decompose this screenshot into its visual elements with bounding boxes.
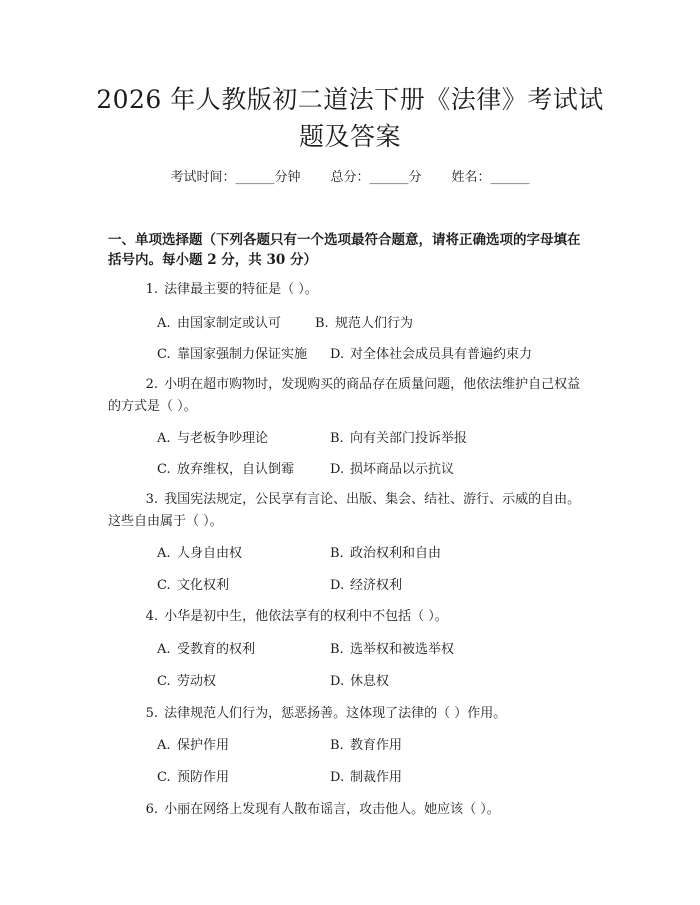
option-letter: A. (157, 316, 171, 331)
question-2-option-b[interactable] (330, 430, 467, 448)
option-letter: A. (157, 546, 171, 561)
question-text: 小华是初中生，他依法享有的权利中不包括（ ）。 (164, 609, 448, 624)
question-5-option-d[interactable] (330, 769, 402, 787)
option-letter: C. (157, 462, 171, 477)
option-letter: B. (315, 316, 329, 331)
option-text: 向有关部门投诉举报 (350, 431, 468, 446)
section-heading-line2: 括号内。每小题 2 分，共 30 分） (108, 252, 317, 268)
question-2-option-c[interactable] (157, 461, 294, 479)
option-letter: B. (330, 546, 344, 561)
question-1-option-d[interactable] (330, 346, 532, 364)
option-letter: C. (157, 770, 171, 785)
option-letter: C. (157, 578, 171, 593)
option-letter: D. (330, 770, 345, 785)
option-letter: C. (157, 347, 171, 362)
option-text: 政治权利和自由 (350, 546, 442, 561)
option-text: 人身自由权 (177, 546, 243, 561)
question-number: 3. (145, 492, 158, 507)
question-text: 法律规范人们行为，惩恶扬善。这体现了法律的（ ）作用。 (164, 706, 507, 721)
option-text: 规范人们行为 (335, 316, 414, 331)
exam-title-line2: 题及答案 (298, 122, 401, 151)
question-3-option-d[interactable] (330, 577, 402, 595)
question-4-option-a[interactable] (157, 641, 255, 659)
question-2 (108, 374, 598, 418)
option-text: 保护作用 (177, 738, 230, 753)
option-letter: D. (330, 674, 345, 689)
option-text: 选举权和被选举权 (350, 642, 455, 657)
question-text: 小丽在网络上发现有人散布谣言，攻击他人。她应该（ ）。 (164, 802, 500, 817)
option-text: 放弃维权，自认倒霉 (177, 462, 295, 477)
question-4-option-c[interactable] (157, 673, 216, 691)
question-number: 5. (145, 706, 158, 721)
option-text: 受教育的权利 (177, 642, 256, 657)
option-letter: B. (330, 738, 344, 753)
question-text-continued: 的方式是（ ）。 (108, 399, 197, 414)
exam-time-label: 考试时间：______分钟 (170, 170, 301, 185)
question-2-option-d[interactable] (330, 461, 454, 479)
question-text-continued: 这些自由属于（ ）。 (108, 514, 223, 529)
question-5-option-b[interactable] (330, 737, 402, 755)
option-text: 损坏商品以示抗议 (350, 462, 455, 477)
question-1-option-c[interactable] (157, 346, 307, 364)
question-number: 6. (145, 802, 158, 817)
option-text: 教育作用 (350, 738, 403, 753)
option-letter: A. (157, 431, 171, 446)
question-text: 我国宪法规定，公民享有言论、出版、集会、结社、游行、示威的自由。 (164, 492, 581, 507)
option-text: 经济权利 (350, 578, 403, 593)
question-1 (108, 279, 598, 301)
exam-meta (0, 169, 700, 187)
option-text: 文化权利 (177, 578, 230, 593)
exam-title-line1: 2026 年人教版初二道法下册《法律》考试试 (96, 85, 604, 114)
question-text: 小明在超市购物时，发现购买的商品存在质量问题，他依法维护自己权益 (164, 377, 581, 392)
option-text: 由国家制定或认可 (177, 316, 282, 331)
question-3-option-a[interactable] (157, 545, 242, 563)
option-text: 休息权 (350, 674, 390, 689)
option-letter: B. (330, 431, 344, 446)
option-letter: C. (157, 674, 171, 689)
question-2-option-a[interactable] (157, 430, 268, 448)
question-5 (108, 703, 598, 725)
section-heading (108, 230, 598, 270)
question-4 (108, 606, 598, 628)
exam-score-label: 总分：______分 (330, 170, 422, 185)
option-text: 预防作用 (177, 770, 230, 785)
question-3-option-b[interactable] (330, 545, 441, 563)
option-text: 劳动权 (177, 674, 217, 689)
question-5-option-c[interactable] (157, 769, 229, 787)
question-5-option-a[interactable] (157, 737, 229, 755)
question-4-option-d[interactable] (330, 673, 389, 691)
option-letter: D. (330, 578, 345, 593)
question-number: 4. (145, 609, 158, 624)
option-letter: A. (157, 642, 171, 657)
question-4-option-b[interactable] (330, 641, 454, 659)
question-number: 1. (145, 282, 158, 297)
exam-name-label: 姓名：______ (451, 170, 530, 185)
option-letter: D. (330, 462, 345, 477)
option-text: 与老板争吵理论 (177, 431, 269, 446)
question-number: 2. (145, 377, 158, 392)
question-6 (108, 799, 598, 821)
option-letter: A. (157, 738, 171, 753)
option-letter: D. (330, 347, 345, 362)
option-text: 制裁作用 (350, 770, 403, 785)
option-text: 靠国家强制力保证实施 (177, 347, 308, 362)
question-text: 法律最主要的特征是（ ）。 (164, 282, 318, 297)
question-1-option-b[interactable] (315, 315, 413, 333)
question-3-option-c[interactable] (157, 577, 229, 595)
option-letter: B. (330, 642, 344, 657)
section-heading-line1: 一、单项选择题（下列各题只有一个选项最符合题意，请将正确选项的字母填在 (108, 232, 581, 248)
option-text: 对全体社会成员具有普遍约束力 (350, 347, 533, 362)
question-1-option-a[interactable] (157, 315, 281, 333)
question-3 (108, 489, 598, 533)
